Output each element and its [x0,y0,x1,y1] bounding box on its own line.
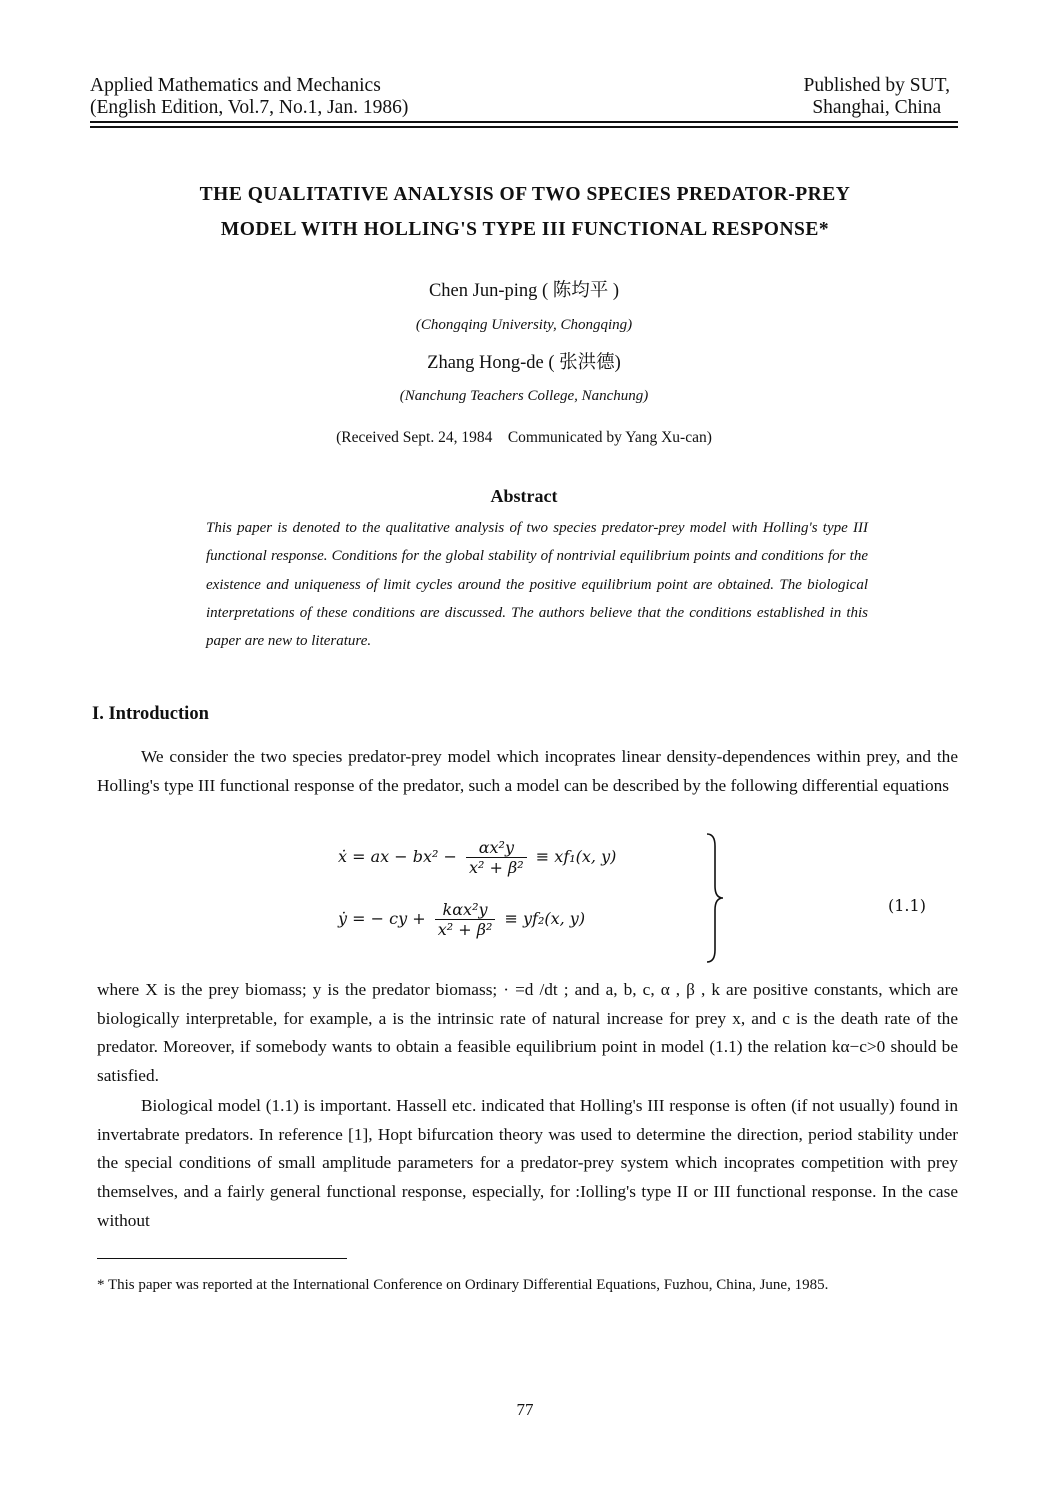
received-date: (Received Sept. 24, 1984 [336,429,493,446]
intro-paragraph-3-text: Biological model (1.1) is important. Hassell etc. indicated that Holling's III response is often (if not usually) found in invertabrate predators. In reference [1], Hopt bifurcation theory was used to determine the direction, period stability under the special conditions of small amplitude parameters for a predator-prey system which incoprates competition with prey themselves, and a fairly general functional response, especially, for :Iolling's type II or III functional response. In the case without [97,1096,958,1230]
section-heading: I. Introduction [92,704,209,724]
eq1-denominator: x² + β² [466,857,527,877]
footnote-rule [97,1258,347,1259]
journal-edition: (English Edition, Vol.7, No.1, Jan. 1986) [90,97,409,118]
equation-line-1 [338,838,616,877]
eq1-lhs: ẋ = ax − bx² − [338,847,457,866]
intro-paragraph-3 [97,1092,958,1236]
intro-paragraph-2: where X is the prey biomass; y is the predator biomass; · =d /dt ; and a, b, c, α , β , k are positive constants, which are biologically interpretable, for example, a is the intrinsic rate of natural increase for prey x, and c is the death rate of the predator. Moreover, if somebody wants to obtain a feasible equilibrium point in model (1.1) the relation kα−c>0 should be satisfied. [97,980,958,1086]
header-rule-thick [90,126,958,128]
eq2-denominator: x² + β² [435,919,496,939]
equation-line-2 [338,900,585,939]
author-2-name: Zhang Hong-de ( 张洪德) [427,353,621,373]
abstract-text: This paper is denoted to the qualitative analysis of two species predator-prey model with Holling's type III functional response. Conditions for the global stability of nontrivial equilibrium points and conditions for the existence and uniqueness of limit cycles around the positive equilibrium point are obtained. The biological interpretations of these conditions are discussed. The authors believe that the conditions established in this paper are new to literature. [206,520,868,650]
title-line-2: MODEL WITH HOLLING'S TYPE III FUNCTIONAL RESPONSE* [220,219,830,240]
eq2-numerator: kαx²y [442,900,488,919]
title-line-1: THE QUALITATIVE ANALYSIS OF TWO SPECIES PREDATOR-PREY [199,184,851,205]
publisher-header [804,75,950,119]
eq1-numerator: αx²y [478,838,514,857]
publisher-name: Published by SUT, [803,75,950,96]
received-line [90,429,958,447]
page-number: 77 [516,1400,534,1419]
eq2-rhs: ≡ yf₂(x, y) [504,909,586,928]
eq1-rhs: ≡ xf₁(x, y) [535,847,617,866]
eq2-fraction [435,900,496,939]
publisher-location: Shanghai, China [812,97,942,118]
eq1-fraction [466,838,527,877]
eq2-lhs: ẏ = − cy + [338,909,426,928]
intro-paragraph-1-text: We consider the two species predator-prey model which incoprates linear density-dependences within prey, and the Holling's type III functional response of the predator, such a model can be described by the following differential equations [97,747,958,795]
footnote: * This paper was reported at the International Conference on Ordinary Differential Equations, Fuzhou, China, June, 1985. [97,1277,829,1293]
abstract-heading: Abstract [490,486,558,506]
author-1-affiliation: (Chongqing University, Chongqing) [415,317,633,333]
right-brace-icon [705,832,725,964]
header-rule-thin [90,121,958,123]
intro-paragraph-1 [97,743,958,800]
author-1-name: Chen Jun-ping ( 陈均平 ) [428,281,620,301]
journal-name: Applied Mathematics and Mechanics [90,75,381,96]
equation-number: (1.1) [888,896,926,915]
paper-title [60,177,990,247]
journal-header [90,75,408,119]
communicated-by: Communicated by Yang Xu-can) [507,429,712,446]
author-2-affiliation: (Nanchung Teachers College, Nanchung) [399,388,649,404]
